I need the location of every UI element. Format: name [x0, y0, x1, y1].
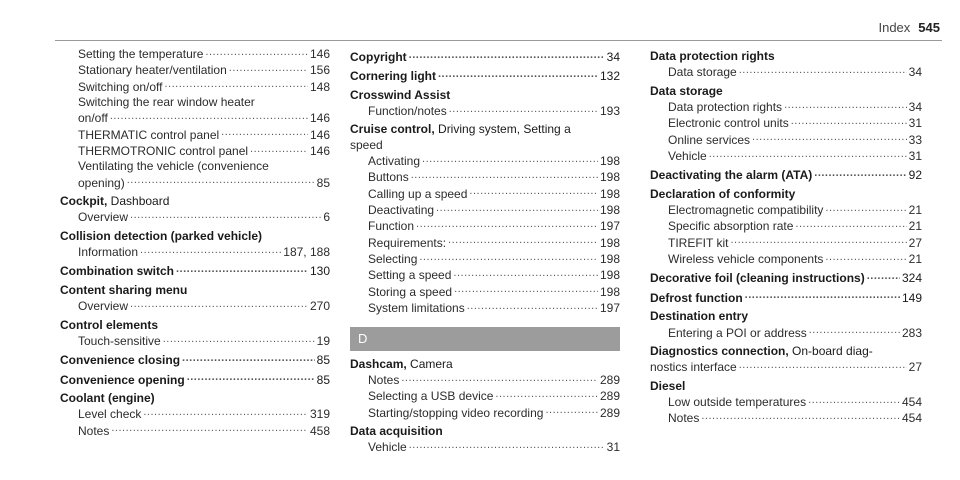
entry-heading: Data acquisition [350, 423, 443, 438]
index-entry [350, 88, 620, 103]
page-reference: 149 [901, 290, 922, 305]
dot-leader [449, 103, 598, 115]
entry-heading: Crosswind Assist [350, 87, 451, 102]
index-subentry [60, 298, 330, 314]
index-entry [350, 68, 620, 84]
page-reference: 85 [316, 175, 330, 190]
dot-leader [808, 394, 900, 406]
subentry-text: Notes [78, 423, 110, 438]
index-subentry [650, 148, 922, 164]
index-subentry [650, 251, 922, 267]
page-reference: 31 [908, 116, 922, 131]
dot-leader [229, 62, 308, 74]
dot-leader [495, 388, 598, 400]
index-entry [60, 372, 330, 388]
page-reference: 187, 188 [283, 245, 330, 260]
index-entry [650, 290, 922, 306]
header-rule [55, 40, 942, 41]
subentry-text: Notes [368, 372, 400, 387]
subentry-text: Wireless vehicle components [668, 252, 824, 267]
entry-heading: Diagnostics connection, [650, 343, 789, 358]
dot-leader [130, 298, 308, 310]
index-subentry: Ventilating the vehicle (convenience [78, 159, 269, 174]
entry-heading: Cruise control, [350, 122, 435, 137]
subentry-text: Entering a POI or address [668, 325, 807, 340]
dot-leader [140, 244, 281, 256]
dot-leader [467, 300, 598, 312]
dot-leader [205, 46, 308, 58]
entry-heading: Cornering light [350, 69, 436, 84]
index-subentry [650, 64, 922, 80]
index-entry [60, 391, 330, 406]
entry-heading: Collision detection (parked vehicle) [60, 228, 263, 243]
dot-leader [221, 127, 308, 139]
page-reference: 198 [599, 170, 620, 185]
subentry-text: Vehicle [368, 440, 407, 455]
page-reference: 197 [599, 301, 620, 316]
entry-heading: Data protection rights [650, 49, 775, 63]
page-reference: 289 [599, 389, 620, 404]
index-entry [650, 309, 922, 324]
index-subentry [350, 202, 620, 218]
dot-leader [409, 439, 605, 451]
subentry-text: Overview [78, 299, 129, 314]
index-subentry [350, 284, 620, 300]
dot-leader [448, 235, 598, 247]
subentry-text: Selecting [368, 252, 418, 267]
subentry-text: Deactivating [368, 203, 435, 218]
page-reference: 27 [908, 235, 922, 250]
page-reference: 146 [309, 111, 330, 126]
subentry-text: Switching on/off [78, 79, 163, 94]
index-entry [60, 229, 330, 244]
dot-leader [401, 372, 598, 384]
subentry-text: Stationary heater/ventilation [78, 63, 227, 78]
page-reference: 85 [316, 372, 330, 387]
dot-leader [250, 143, 308, 155]
index-subentry [650, 132, 922, 148]
subentry-text: Starting/stopping video recording [368, 405, 544, 420]
dot-leader [438, 68, 598, 80]
index-subentry [350, 388, 620, 404]
index-subentry [60, 79, 330, 95]
index-subentry [350, 169, 620, 185]
page-reference: 34 [606, 50, 620, 64]
entry-heading: Declaration of conformity [650, 186, 796, 201]
entry-heading: Deactivating the alarm (ATA) [650, 168, 813, 183]
dot-leader [809, 325, 900, 337]
index-entry [60, 352, 330, 368]
page-reference: 132 [599, 69, 620, 84]
index-subentry [350, 267, 620, 283]
entry-heading: Destination entry [650, 309, 749, 324]
subentry-text: opening) [78, 175, 125, 190]
dot-leader [739, 64, 907, 76]
entry-heading: Copyright [350, 50, 407, 64]
dot-leader [127, 175, 315, 187]
page-reference: 33 [908, 132, 922, 147]
subentry-text: Data protection rights [668, 100, 783, 115]
dot-leader [545, 405, 598, 417]
index-subentry [350, 235, 620, 251]
dot-leader [163, 333, 315, 345]
index-column-2 [350, 46, 620, 456]
index-subentry [650, 325, 922, 341]
subentry-text: Function [368, 219, 415, 234]
index-entry [60, 318, 330, 333]
subentry-text: Selecting a USB device [368, 389, 494, 404]
subentry-text: Function/notes [368, 104, 447, 119]
subentry-text: System limitations [368, 301, 465, 316]
entry-heading: Coolant (engine) [60, 390, 155, 405]
page-reference: 454 [901, 394, 922, 409]
entry-heading: Control elements [60, 317, 159, 332]
index-entry [650, 167, 922, 183]
index-column-1 [60, 46, 330, 439]
dot-leader [825, 202, 906, 214]
entry-heading: Diesel [650, 378, 686, 393]
section-letter: D [350, 327, 620, 351]
entry-qualifier: On-board diag- [788, 343, 873, 358]
subentry-text: Calling up a speed [368, 186, 468, 201]
index-subentry [60, 406, 330, 422]
page-reference: 198 [599, 252, 620, 267]
index-entry [650, 84, 922, 99]
index-entry [650, 187, 922, 202]
index-entry [650, 344, 922, 359]
subentry-text: Electromagnetic compatibility [668, 203, 824, 218]
page-reference: 27 [908, 360, 922, 375]
entry-continuation [650, 359, 922, 375]
index-subentry [650, 410, 922, 426]
index-subentry [350, 372, 620, 388]
index-entry [60, 194, 330, 209]
index-subentry [350, 439, 620, 455]
subentry-text: Information [78, 245, 139, 260]
page-reference: 156 [309, 63, 330, 78]
page-reference: 324 [901, 271, 922, 286]
dot-leader [436, 202, 598, 214]
dot-leader [784, 99, 907, 111]
page-reference: 193 [599, 104, 620, 119]
index-subentry [60, 46, 330, 62]
dot-leader [454, 284, 598, 296]
subentry-text: Setting the temperature [78, 47, 204, 61]
dot-leader [176, 263, 308, 275]
index-subentry [60, 143, 330, 159]
page-reference: 31 [908, 149, 922, 164]
dot-leader [795, 218, 906, 230]
index-subentry [350, 405, 620, 421]
page-reference: 21 [908, 203, 922, 218]
page-reference: 198 [599, 154, 620, 169]
subentry-text: Electronic control units [668, 116, 789, 131]
subentry-text: Vehicle [668, 149, 707, 164]
page-reference: 289 [599, 372, 620, 387]
dot-leader [416, 218, 598, 230]
dot-leader [422, 153, 598, 165]
dot-leader [752, 132, 907, 144]
header-label: Index [878, 20, 911, 35]
dot-leader [709, 148, 907, 160]
entry-continuation: speed [350, 137, 383, 152]
dot-leader [187, 372, 315, 384]
subentry-text: Data storage [668, 65, 737, 80]
subentry-text: Level check [78, 407, 142, 422]
entry-heading: Combination switch [60, 264, 174, 279]
page-reference: 198 [599, 235, 620, 250]
subentry-text: THERMATIC control panel [78, 127, 220, 142]
page-reference: 198 [599, 284, 620, 299]
entry-heading: Data storage [650, 83, 723, 98]
entry-heading: Cockpit, [60, 194, 108, 209]
index-entry [60, 283, 330, 298]
dot-leader [182, 352, 315, 364]
subentry-text: Online services [668, 132, 751, 147]
entry-heading: Decorative foil (cleaning instructions) [650, 271, 865, 286]
page-reference: 270 [309, 299, 330, 314]
index-subentry [350, 218, 620, 234]
dot-leader [739, 359, 907, 371]
continuation-text: nostics interface [650, 360, 737, 375]
subentry-text: Overview [78, 210, 129, 225]
index-entry [650, 270, 922, 286]
subentry-text: TIREFIT kit [668, 235, 729, 250]
page-reference: 31 [606, 440, 620, 455]
page-reference: 21 [908, 219, 922, 234]
page-reference: 198 [599, 186, 620, 201]
page-reference: 85 [316, 353, 330, 368]
dot-leader [419, 251, 598, 263]
page-reference: 198 [599, 203, 620, 218]
dot-leader [165, 79, 308, 91]
subentry-text: Low outside temperatures [668, 394, 807, 409]
index-subentry [650, 115, 922, 131]
index-subentry [350, 300, 620, 316]
page-reference: 21 [908, 252, 922, 267]
page-reference: 34 [908, 100, 922, 115]
index-subentry [650, 394, 922, 410]
index-subentry [60, 127, 330, 143]
subentry-text: THERMOTRONIC control panel [78, 144, 249, 159]
page-header [878, 20, 940, 35]
index-subentry [60, 175, 330, 191]
page-reference: 454 [901, 411, 922, 426]
dot-leader [130, 209, 321, 221]
dot-leader [825, 251, 906, 263]
index-subentry [350, 251, 620, 267]
page-reference: 34 [908, 65, 922, 80]
subentry-text: Requirements: [368, 235, 447, 250]
dot-leader [814, 167, 906, 179]
index-entry [650, 379, 922, 394]
index-subentry [350, 186, 620, 202]
entry-heading: Convenience opening [60, 372, 185, 387]
page-reference: 458 [309, 423, 330, 438]
page-reference: 197 [599, 219, 620, 234]
entry-heading: Content sharing menu [60, 282, 188, 297]
page-reference: 19 [316, 333, 330, 348]
index-entry [350, 49, 620, 65]
page-reference: 319 [309, 407, 330, 422]
dot-leader [867, 270, 900, 282]
page-reference: 130 [309, 264, 330, 279]
dot-leader [409, 49, 605, 61]
index-subentry [650, 99, 922, 115]
index-subentry [60, 209, 330, 225]
index-subentry [650, 202, 922, 218]
index-subentry [60, 110, 330, 126]
entry-qualifier: Dashboard [107, 194, 170, 209]
page-reference: 289 [599, 405, 620, 420]
subentry-text: Setting a speed [368, 268, 452, 283]
index-subentry [60, 423, 330, 439]
entry-qualifier: Driving system, Setting a [434, 122, 571, 137]
index-subentry [350, 103, 620, 119]
entry-heading: Dashcam, [350, 356, 407, 371]
index-subentry [350, 153, 620, 169]
subentry-text: Specific absorption rate [668, 219, 794, 234]
page-reference: 146 [309, 47, 330, 61]
dot-leader [111, 423, 308, 435]
page-reference: 283 [901, 325, 922, 340]
dot-leader [453, 267, 598, 279]
entry-qualifier: Camera [406, 356, 453, 371]
index-entry [350, 122, 620, 137]
dot-leader [411, 169, 598, 181]
index-subentry [650, 218, 922, 234]
index-entry [350, 357, 620, 372]
index-subentry [650, 235, 922, 251]
page-reference: 148 [309, 79, 330, 94]
subentry-text: Touch-sensitive [78, 333, 161, 348]
index-subentry [60, 333, 330, 349]
subentry-text: Buttons [368, 170, 409, 185]
dot-leader [791, 115, 907, 127]
subentry-text: Notes [668, 411, 700, 426]
dot-leader [730, 235, 906, 247]
dot-leader [110, 110, 308, 122]
page-number: 545 [918, 20, 940, 35]
page-reference: 6 [323, 210, 330, 225]
subentry-text: Storing a speed [368, 284, 453, 299]
dot-leader [701, 410, 900, 422]
index-entry [350, 424, 620, 439]
page-reference: 198 [599, 268, 620, 283]
index-entry [650, 49, 922, 64]
page-reference: 92 [908, 168, 922, 183]
index-column-3 [650, 46, 922, 427]
entry-heading: Convenience closing [60, 353, 181, 368]
entry-heading: Defrost function [650, 290, 743, 305]
index-subentry [60, 244, 330, 260]
subentry-text: Activating [368, 154, 421, 169]
page-reference: 146 [309, 144, 330, 159]
index-subentry [60, 62, 330, 78]
dot-leader [745, 290, 900, 302]
dot-leader [143, 406, 308, 418]
index-entry [60, 263, 330, 279]
dot-leader [469, 186, 598, 198]
index-subentry: Switching the rear window heater [78, 95, 255, 110]
page-reference: 146 [309, 127, 330, 142]
subentry-text: on/off [78, 111, 108, 126]
